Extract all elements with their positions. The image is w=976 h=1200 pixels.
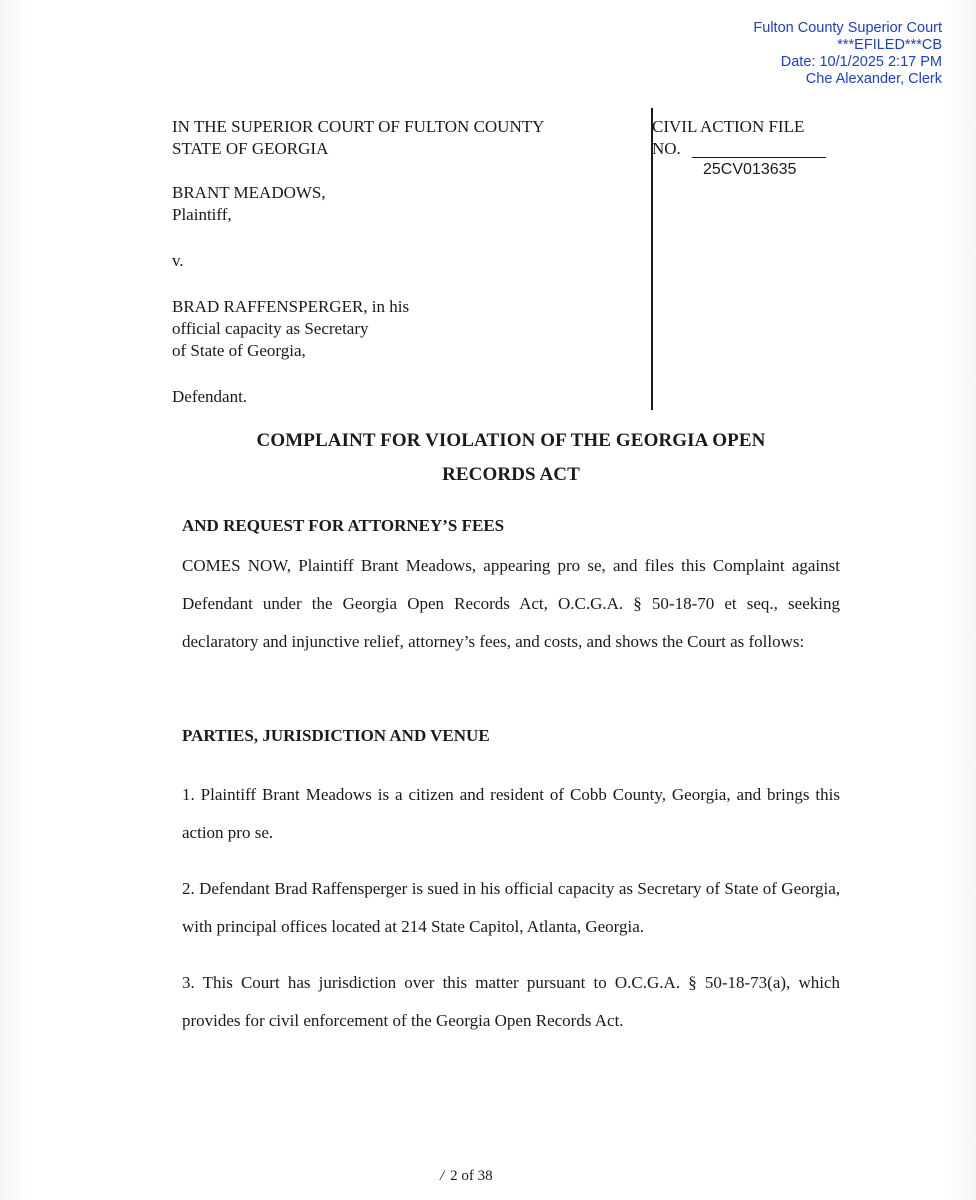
- defendant-role: Defendant.: [172, 387, 248, 406]
- paragraph-3: 3. This Court has jurisdiction over this matter pursuant to O.C.G.A. § 50-18-73(a), which provides for civil enforcement of the Georgia Open Records Act.: [182, 973, 840, 1030]
- subheading-fees: AND REQUEST FOR ATTORNEY’S FEES: [182, 516, 505, 535]
- file-number: 25CV013635: [703, 161, 797, 178]
- handwritten-mark: /: [440, 1168, 445, 1184]
- case-caption: [172, 116, 642, 408]
- civil-action-block: [652, 116, 872, 160]
- stamp-clerk: Che Alexander, Clerk: [805, 71, 942, 87]
- title-line2: RECORDS ACT: [442, 464, 580, 485]
- efile-stamp: [753, 20, 942, 88]
- defendant-line3: of State of Georgia,: [172, 341, 306, 360]
- court-name-line2: STATE OF GEORGIA: [172, 139, 329, 158]
- defendant-line2: official capacity as Secretary: [172, 319, 369, 338]
- page-count: 2 of 38: [450, 1168, 493, 1184]
- title-line1: COMPLAINT FOR VIOLATION OF THE GEORGIA OPEN: [256, 430, 766, 451]
- file-label-line2: NO.: [652, 139, 681, 158]
- file-number-underline: [692, 157, 826, 158]
- court-name-line1: IN THE SUPERIOR COURT OF FULTON COUNTY: [172, 117, 545, 136]
- plaintiff-name: BRANT MEADOWS,: [172, 183, 326, 202]
- defendant-line1: BRAD RAFFENSPERGER, in his: [172, 297, 410, 316]
- stamp-efiled: ***EFILED***CB: [837, 37, 942, 53]
- subheading-parties: PARTIES, JURISDICTION AND VENUE: [182, 726, 490, 745]
- document-title: [120, 424, 902, 492]
- versus: v.: [172, 251, 184, 270]
- stamp-court: Fulton County Superior Court: [753, 20, 942, 36]
- page-number: [440, 1168, 493, 1185]
- stamp-date: Date: 10/1/2025 2:17 PM: [780, 54, 942, 70]
- file-label-line1: CIVIL ACTION FILE: [652, 117, 805, 136]
- paragraph-1: 1. Plaintiff Brant Meadows is a citizen and resident of Cobb County, Georgia, and brings this action pro se.: [182, 785, 840, 842]
- paragraph-2: 2. Defendant Brad Raffensperger is sued in his official capacity as Secretary of State of Georgia, with principal offices located at 214 State Capitol, Atlanta, Georgia.: [182, 879, 840, 936]
- plaintiff-role: Plaintiff,: [172, 205, 232, 224]
- intro-paragraph: COMES NOW, Plaintiff Brant Meadows, appearing pro se, and files this Complaint against Defendant under the Georgia Open Records Act, O.C.G.A. § 50-18-70 et seq., seeking declaratory and injunctive relief, attorney’s fees, and costs, and shows the Court as follows:: [182, 556, 840, 651]
